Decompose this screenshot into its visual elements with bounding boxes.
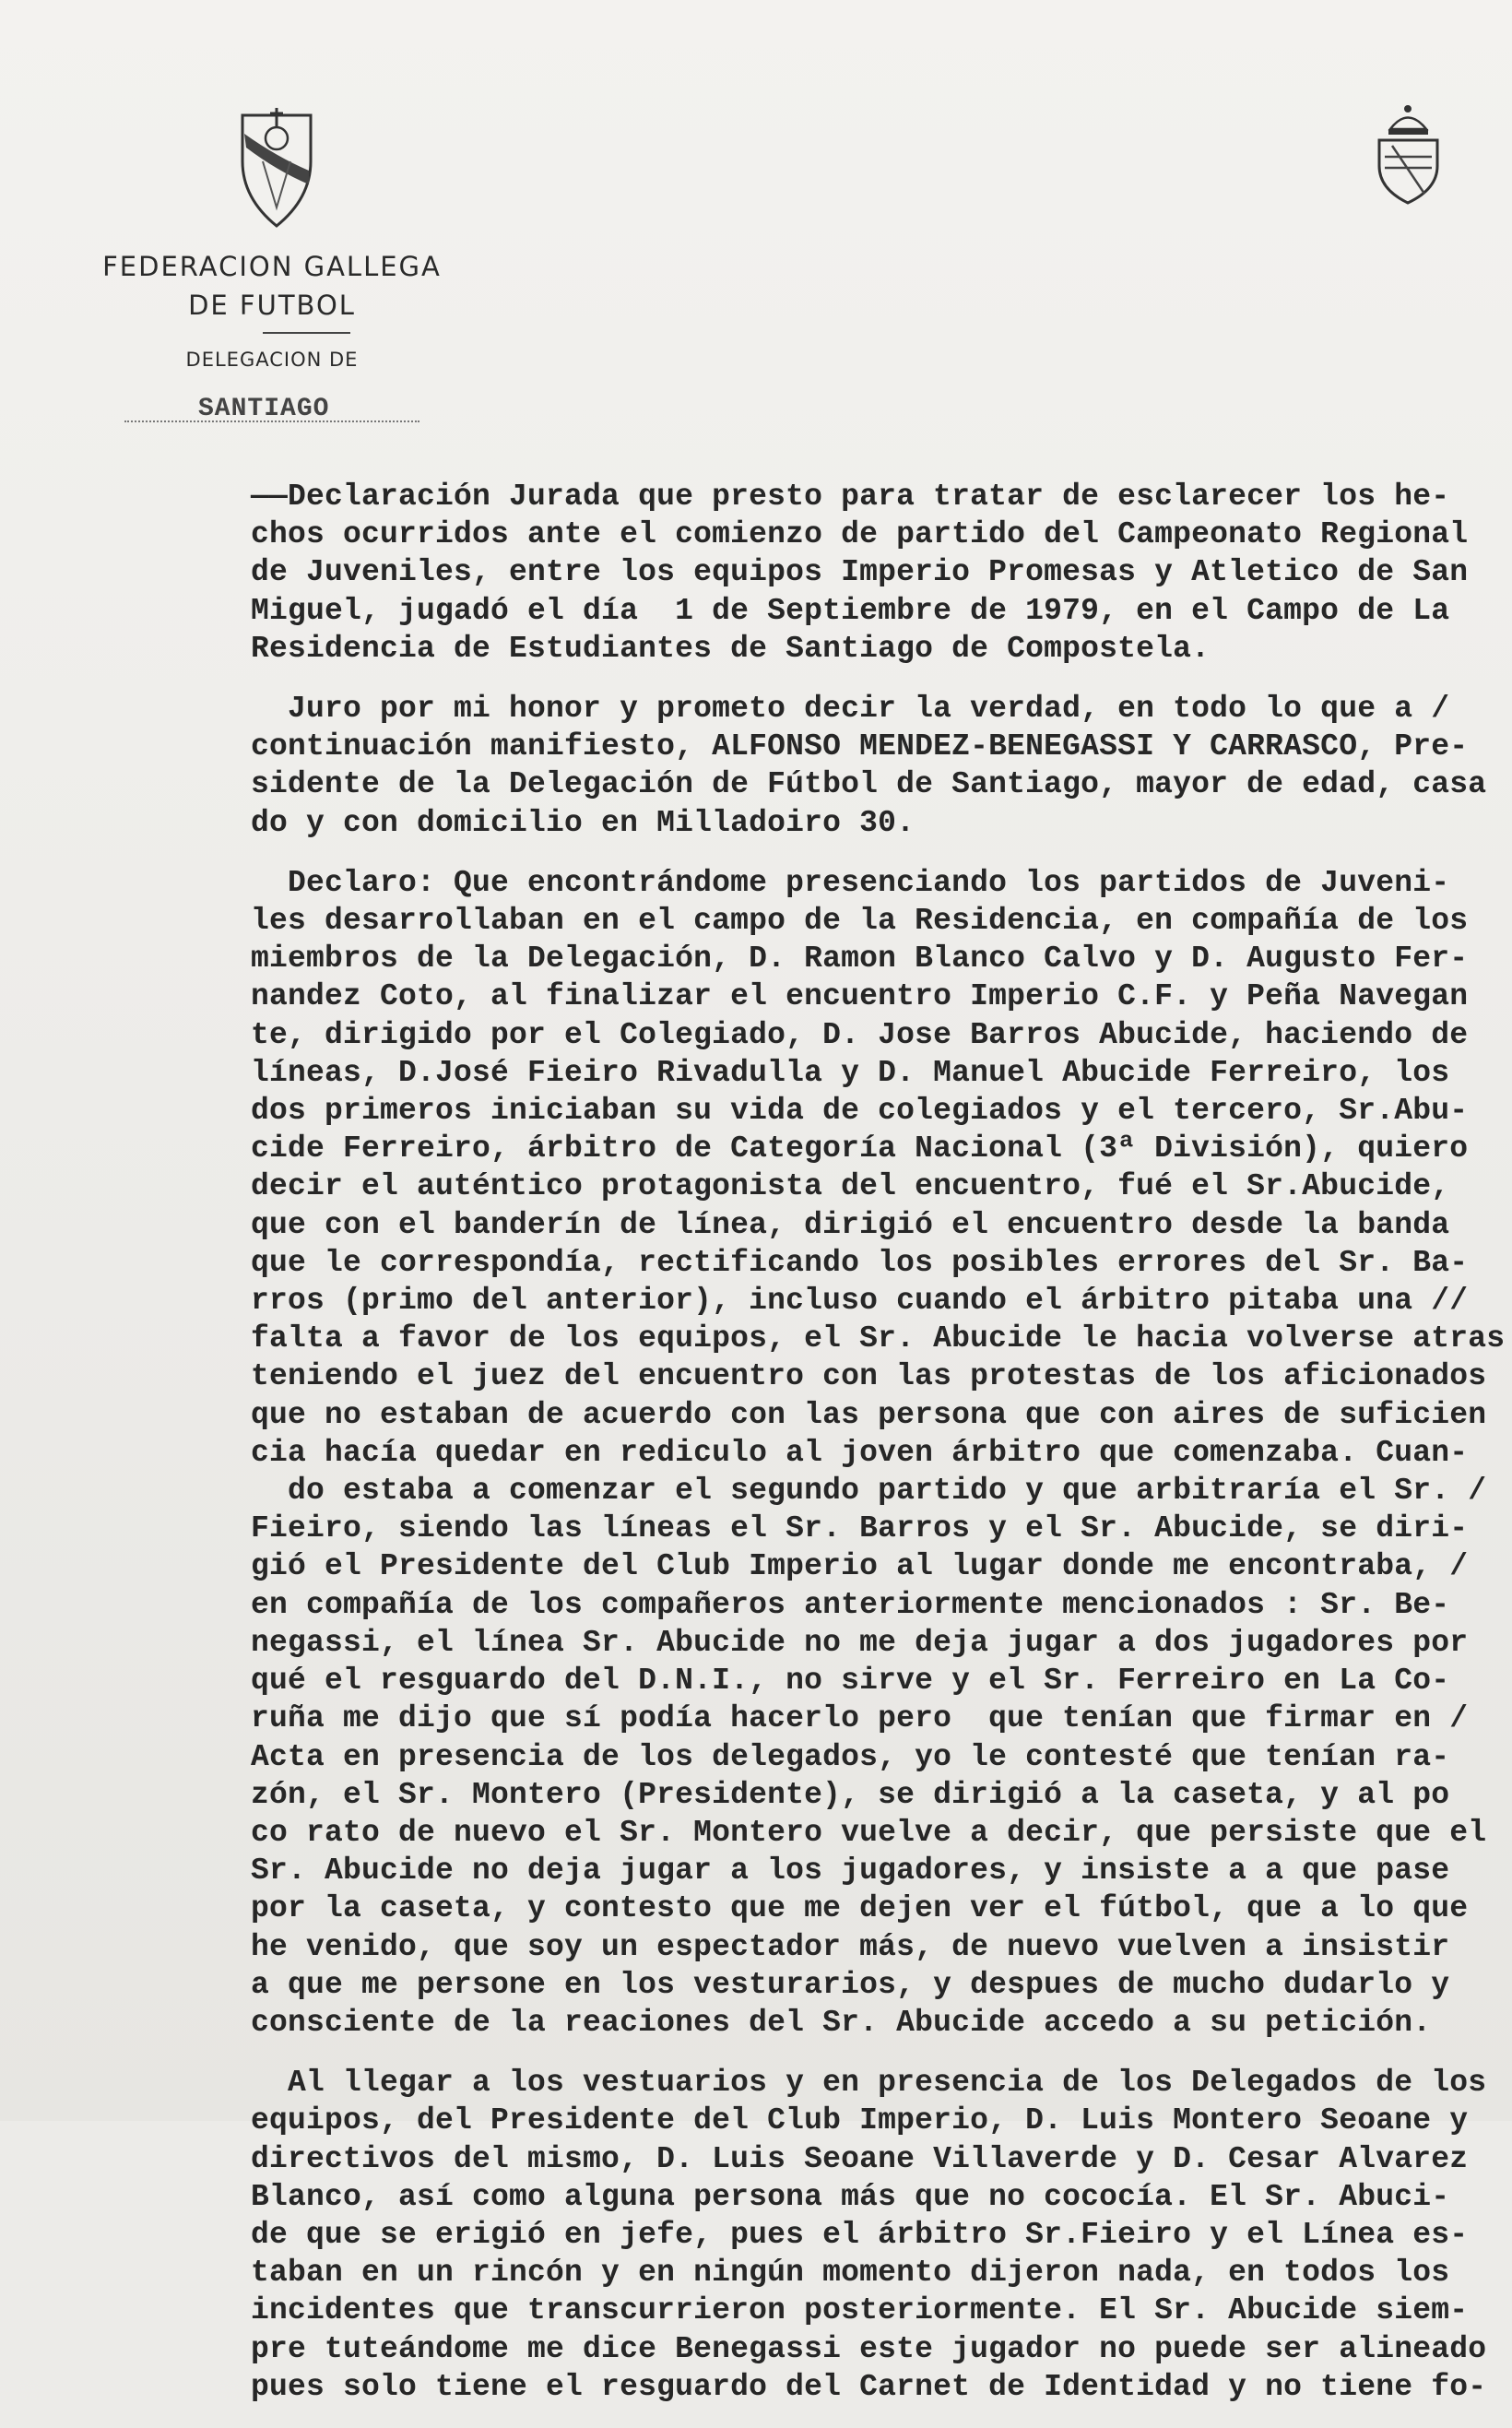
delegation-city (124, 395, 419, 423)
text-line: directivos del mismo, D. Luis Seoane Villaverde y D. Cesar Alvarez (251, 2141, 1469, 2176)
city-name: SANTIAGO (198, 395, 330, 423)
text-line: zón, el Sr. Montero (Presidente), se dirigió a la caseta, y al po (251, 1777, 1450, 1812)
text-line: cide Ferreiro, árbitro de Categoría Nacional (3ª División), quiero (251, 1131, 1469, 1167)
text-line: chos ocurridos ante el comienzo de partido del Campeonato Regional (251, 517, 1469, 552)
text-line: ——Declaración Jurada que presto para tratar de esclarecer los he- (251, 480, 1450, 514)
organization-name (83, 247, 461, 325)
text-line: te, dirigido por el Colegiado, D. Jose Barros Abucide, haciendo de (251, 1017, 1469, 1052)
text-line: co rato de nuevo el Sr. Montero vuelve a decir, que persiste que el (251, 1815, 1487, 1850)
text-line: continuación manifiesto, ALFONSO MENDEZ-BENEGASSI Y CARRASCO, Pre- (251, 729, 1469, 764)
text-line: incidentes que transcurrieron posteriormente. El Sr. Abucide siem- (251, 2293, 1469, 2328)
text-line: Fieiro, siendo las líneas el Sr. Barros y el Sr. Abucide, se diri- (251, 1511, 1469, 1546)
city-underline (124, 420, 419, 422)
text-line: taban en un rincón y en ningún momento dijeron nada, en todos los (251, 2256, 1450, 2291)
text-line: falta a favor de los equipos, el Sr. Abucide le hacia volverse atras (251, 1321, 1506, 1356)
text-line: miembros de la Delegación, D. Ramon Blanco Calvo y D. Augusto Fer- (251, 942, 1469, 977)
text-line: por la caseta, y contesto que me dejen ver el fútbol, que a lo que (251, 1891, 1469, 1926)
text-line: negassi, el línea Sr. Abucide no me deja jugar a dos jugadores por (251, 1625, 1469, 1660)
text-line: líneas, D.José Fieiro Rivadulla y D. Manuel Abucide Ferreiro, los (251, 1055, 1450, 1090)
text-line: decir el auténtico protagonista del encuentro, fué el Sr.Abucide, (251, 1169, 1450, 1204)
text-line: qué el resguardo del D.N.I., no sirve y el Sr. Ferreiro en La Co- (251, 1664, 1450, 1699)
text-line: que no estaban de acuerdo con las persona que con aires de suficien (251, 1397, 1487, 1432)
text-line: rros (primo del anterior), incluso cuando el árbitro pitaba una // (251, 1284, 1469, 1319)
shield-emblem-icon (235, 106, 318, 231)
paragraph (251, 690, 1495, 842)
text-line: consciente de la reaciones del Sr. Abucide accedo a su petición. (251, 2005, 1432, 2040)
declaration-body (251, 478, 1506, 2428)
text-line: do estaba a comenzar el segundo partido y que arbitraría el Sr. / (251, 1474, 1487, 1509)
text-line: gió el Presidente del Club Imperio al lugar donde me encontraba, / (251, 1549, 1469, 1584)
text-line: en compañía de los compañeros anteriormente mencionados : Sr. Be- (251, 1587, 1450, 1622)
org-line-1: FEDERACION GALLEGA (102, 251, 442, 282)
text-line: nandez Coto, al finalizar el encuentro Imperio C.F. y Peña Navegan (251, 979, 1469, 1014)
text-line: he venido, que soy un espectador más, de nuevo vuelven a insistir (251, 1929, 1450, 1964)
text-line: que con el banderín de línea, dirigió el encuentro desde la banda (251, 1207, 1450, 1242)
text-line: Sr. Abucide no deja jugar a los jugadores, y insiste a a que pase (251, 1854, 1450, 1889)
text-line: do y con domicilio en Milladoiro 30. (251, 805, 915, 840)
divider (263, 332, 350, 334)
text-line: Acta en presencia de los delegados, yo le contesté que tenían ra- (251, 1739, 1450, 1774)
text-line: les desarrollaban en el campo de la Residencia, en compañía de los (251, 904, 1469, 939)
text-line: Miguel, jugadó el día 1 de Septiembre de 1979, en el Campo de La (251, 593, 1450, 628)
text-line: teniendo el juez del encuentro con las protestas de los aficionados (251, 1359, 1487, 1394)
text-line: cia hacía quedar en rediculo al joven árbitro que comenzaba. Cuan- (251, 1435, 1469, 1470)
text-line: dos primeros iniciaban su vida de colegiados y el tercero, Sr.Abu- (251, 1094, 1469, 1129)
text-line: Declaro: Que encontrándome presenciando los partidos de Juveni- (251, 865, 1450, 900)
text-line: equipos, del Presidente del Club Imperio, D. Luis Montero Seoane y (251, 2103, 1469, 2138)
paragraph (251, 478, 1495, 668)
text-line: Al llegar a los vestuarios y en presencia de los Delegados de los (251, 2066, 1487, 2101)
paragraph (251, 2064, 1495, 2406)
org-line-2: DE FUTBOL (188, 290, 356, 321)
delegation-label: DELEGACION DE (185, 349, 359, 371)
text-line: pues solo tiene el resguardo del Carnet de Identidad y no tiene fo- (251, 2369, 1487, 2404)
text-line: Blanco, así como alguna persona más que no cococía. El Sr. Abuci- (251, 2179, 1450, 2214)
text-line: pre tuteándome me dice Benegassi este jugador no puede ser alineado (251, 2331, 1487, 2366)
text-line: que le correspondía, rectificando los posibles errores del Sr. Ba- (251, 1245, 1469, 1280)
text-line: de Juveniles, entre los equipos Imperio Promesas y Atletico de San (251, 555, 1469, 590)
text-line: a que me persone en los vesturarios, y despues de mucho dudarlo y (251, 1967, 1450, 2002)
text-line: de que se erigió en jefe, pues el árbitro Sr.Fieiro y el Línea es- (251, 2217, 1469, 2252)
crowned-crest-icon (1374, 101, 1443, 207)
text-line: ruña me dijo que sí podía hacerlo pero que tenían que firmar en / (251, 1701, 1469, 1736)
text-line: sidente de la Delegación de Fútbol de Santiago, mayor de edad, casa (251, 767, 1487, 802)
paragraph (251, 864, 1506, 2042)
text-line: Juro por mi honor y prometo decir la verdad, en todo lo que a / (251, 692, 1450, 727)
text-line: Residencia de Estudiantes de Santiago de Compostela. (251, 631, 1211, 666)
